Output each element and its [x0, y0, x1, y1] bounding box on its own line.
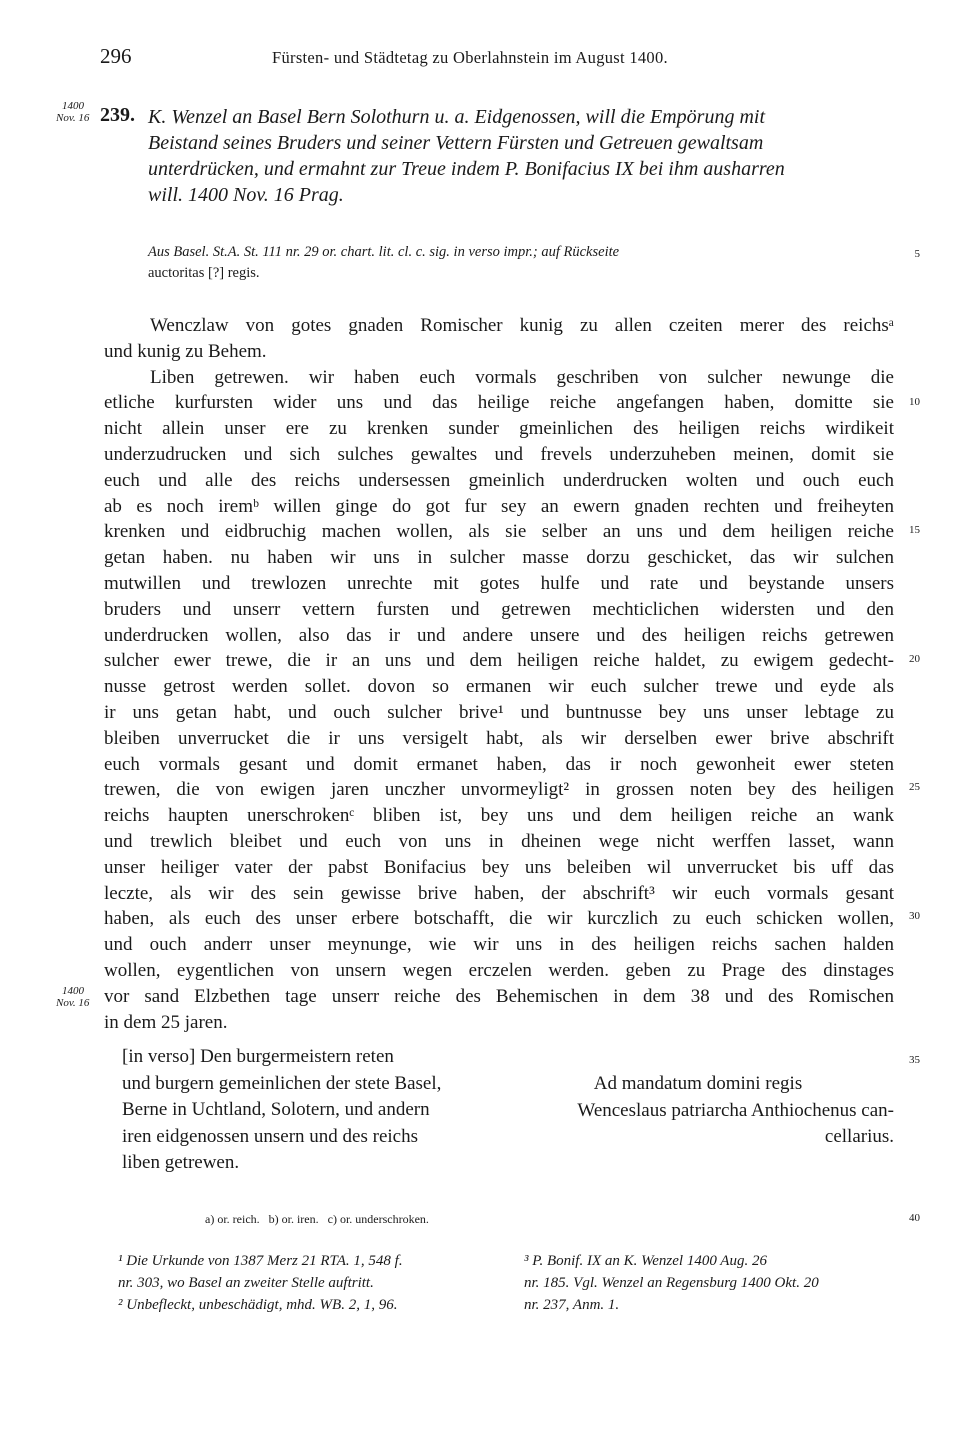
- text-line: und trewlich bleibet und euch von uns in dheinen wege nicht werffen lasset, wann: [104, 831, 894, 852]
- footnote-line: nr. 185. Vgl. Wenzel an Regensburg 1400 Okt. 20: [524, 1275, 819, 1291]
- line-number: 40: [909, 1212, 920, 1224]
- regest-line: Beistand seines Bruders und seiner Vettern Fürsten und Getreuen gewaltsam: [148, 132, 764, 154]
- footnote-line: ³ P. Bonif. IX an K. Wenzel 1400 Aug. 26: [524, 1253, 767, 1269]
- text-line: nusse getrost werden sollet. dovon so ermanen wir euch sulcher trewe und eyde als: [104, 676, 894, 698]
- footnote-line: nr. 237, Anm. 1.: [524, 1297, 620, 1313]
- text-line: in dem 25 jaren.: [104, 1011, 228, 1033]
- address-block: [122, 1046, 502, 1179]
- margin-date-day: Nov. 16: [56, 112, 90, 124]
- regest-line: will. 1400 Nov. 16 Prag.: [148, 184, 344, 206]
- text-line: etliche kurfursten wider uns und das heilige reiche angefangen haben, domitte sie: [104, 392, 894, 414]
- text-line: wollen, eygentlichen von unsern wegen erczelen werden. geben zu Prage des dinstages: [104, 960, 894, 981]
- footnotes-right: [524, 1250, 914, 1316]
- line-number: 30: [909, 910, 920, 922]
- address-line: Berne in Uchtland, Solotern, und andern: [122, 1099, 430, 1120]
- margin-date-year: 1400: [62, 985, 84, 997]
- page-number: 296: [100, 44, 132, 68]
- source-note: [148, 242, 898, 284]
- margin-date-day: Nov. 16: [56, 997, 90, 1009]
- mandate-line: Wenceslaus patriarcha Anthiochenus can-: [577, 1099, 894, 1121]
- footnote-line: nr. 303, wo Basel an zweiter Stelle auftritt.: [118, 1275, 374, 1291]
- text-line: reichs haupten unerschrokenᶜ bliben ist, bey uns und dem heiligen reiche an wank: [104, 805, 894, 827]
- line-number: 20: [909, 653, 920, 665]
- address-line: und burgern gemeinlichen der stete Basel,: [122, 1072, 442, 1094]
- text-line: underdrucken wollen, also das ir und andere unsere und des heiligen reichs getrewen: [104, 624, 894, 646]
- address-line: [in verso] Den burgermeistern reten: [122, 1046, 394, 1067]
- text-line: haben, als euch des unser erbere botschafft, die wir kurczlich zu euch schicken wollen,: [104, 908, 894, 930]
- regest-line: K. Wenzel an Basel Bern Solothurn u. a. Eidgenossen, will die Empörung mit: [148, 106, 766, 128]
- text-line: krenken und eidbruchig machen wollen, als sie selber an uns und dem heiligen reiche: [104, 521, 894, 543]
- mandate-line: Ad mandatum domini regis: [593, 1073, 803, 1094]
- address-line: liben getrewen.: [122, 1152, 240, 1173]
- text-line: trewen, die von ewigen jaren unczher unvormeyligt² in grossen noten bey des heiligen: [104, 779, 894, 801]
- document-number: 239.: [100, 104, 135, 126]
- text-line: und ouch anderr unser meynunge, wie wir uns in des heiligen reichs sachen halden: [104, 934, 894, 956]
- text-line: sulcher ewer trewe, die ir an uns und dem heiligen reiche haldet, zu ewigem gedecht-: [104, 650, 894, 672]
- text-line: vor sand Elzbethen tage unserr reiche des Behemischen in dem 38 und des Romischen: [104, 985, 894, 1007]
- mandate-line: cellarius.: [824, 1126, 894, 1147]
- text-line: Wenczlaw von gotes gnaden Romischer kunig zu allen czeiten merer des reichsᵃ: [150, 315, 894, 336]
- textual-notes: a) or. reich. b) or. iren. c) or. underschroken.: [205, 1212, 429, 1226]
- margin-date: [56, 100, 89, 124]
- footnote-line: ¹ Die Urkunde von 1387 Merz 21 RTA. 1, 548 f.: [118, 1253, 403, 1269]
- text-line: bruders und unserr vettern fursten und getrewen mechticlichen widersten und den: [104, 598, 894, 620]
- text-line: leczte, als wir des sein gewisse brive haben, der abschrift³ wir euch vormals gesant: [104, 882, 894, 904]
- text-line: unser heiliger vater der pabst Bonifacius bey uns beleiben wil unverrucket bis uff das: [104, 856, 894, 878]
- text-line: Liben getrewen. wir haben euch vormals geschriben von sulcher newunge die: [150, 366, 894, 388]
- source-line: Aus Basel. St.A. St. 111 nr. 29 or. chart. lit. cl. c. sig. in verso impr.; auf Rückseite: [148, 244, 620, 260]
- line-number: 15: [909, 524, 920, 536]
- line-number: 10: [909, 396, 920, 408]
- line-number: 35: [909, 1054, 920, 1066]
- regest: [148, 104, 898, 208]
- text-line: und kunig zu Behem.: [104, 340, 267, 362]
- text-line: ir uns getan habt, und ouch sulcher brive¹ und buntnusse bey uns unser lebtage zu: [104, 702, 894, 723]
- address-line: iren eidgenossen unsern und des reichs: [122, 1125, 419, 1147]
- text-line: underzudrucken und sich sulches gewaltes und frevels underzuheben meinen, domit sie: [104, 444, 894, 465]
- text-line: bleiben unverrucket die ir uns versigelt habt, als wir derselben ewer brive abschrift: [104, 727, 894, 749]
- mandate-note: [502, 1073, 894, 1153]
- text-line: ab es noch iremᵇ willen ginge do got fur sey an ewern gnaden rechten und freiheyten: [104, 495, 894, 517]
- regest-line: unterdrücken, und ermahnt zur Treue indem P. Bonifacius IX bei ihm ausharren: [148, 158, 785, 180]
- source-line: auctoritas [?] regis.: [148, 265, 260, 281]
- footnotes-left: [118, 1250, 518, 1316]
- footnote-line: ² Unbefleckt, unbeschädigt, mhd. WB. 2, 1, 96.: [118, 1297, 398, 1313]
- running-title: Fürsten- und Städtetag zu Oberlahnstein im August 1400.: [272, 48, 668, 67]
- text-line: mutwillen und trewlozen unrechte mit gotes hulfe und rate und beystande unsers: [104, 573, 894, 594]
- line-number: 5: [914, 248, 920, 260]
- margin-date: [56, 985, 89, 1009]
- line-number: 25: [909, 781, 920, 793]
- text-line: euch und alle des reichs undersessen gmeinlich underdrucken wolten und ouch euch: [104, 469, 894, 491]
- text-line: getan haben. nu haben wir uns in sulcher masse dorzu geschicket, das wir sulchen: [104, 547, 894, 569]
- text-line: nicht allein unser ere zu krenken sunder gmeinlichen des heiligen reichs wirdikeit: [104, 418, 894, 440]
- margin-date-year: 1400: [62, 100, 84, 112]
- text-line: euch vormals gesant und domit ermanet haben, das ir noch gewonheit ewer steten: [104, 753, 894, 775]
